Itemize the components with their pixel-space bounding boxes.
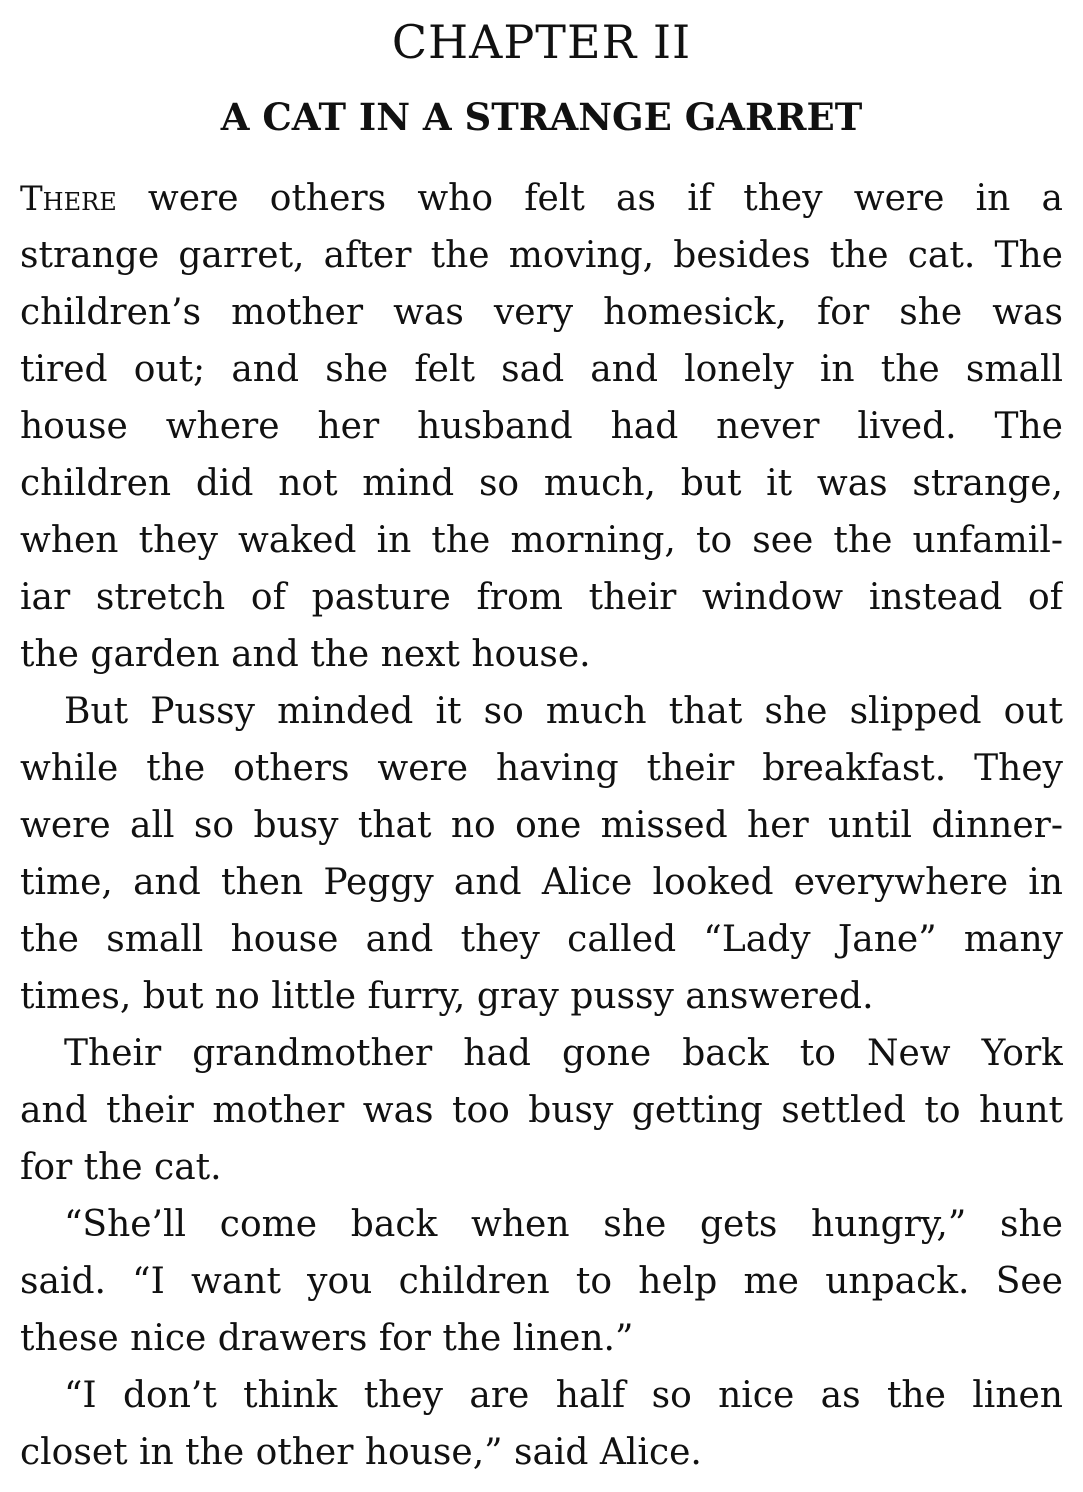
text-line xyxy=(20,740,1063,797)
text-line xyxy=(20,1253,1063,1310)
line-text: were all so busy that no one missed her until dinner- xyxy=(20,805,1063,846)
text-line xyxy=(20,455,1063,512)
line-text: Their grandmother had gone back to New York xyxy=(64,1033,1063,1074)
line-text: closet in the other house,” said Alice. xyxy=(20,1432,702,1473)
text-line xyxy=(20,170,1063,227)
text-line xyxy=(20,683,1063,740)
text-line xyxy=(20,854,1063,911)
line-text: the small house and they called “Lady Jane” many xyxy=(20,919,1063,960)
line-text: these nice drawers for the linen.” xyxy=(20,1318,634,1359)
line-text: iar stretch of pasture from their window instead of xyxy=(20,577,1063,618)
text-line xyxy=(20,1196,1063,1253)
line-text: were others who felt as if they were in a xyxy=(116,178,1063,219)
line-text: time, and then Peggy and Alice looked everywhere in xyxy=(20,862,1063,903)
text-line xyxy=(20,227,1063,284)
text-line xyxy=(20,1082,1063,1139)
line-text: said. “I want you children to help me unpack. See xyxy=(20,1261,1063,1302)
text-line xyxy=(20,1424,1063,1481)
text-line xyxy=(20,569,1063,626)
text-line xyxy=(20,341,1063,398)
text-line xyxy=(20,911,1063,968)
text-line xyxy=(20,1310,1063,1367)
line-text: for the cat. xyxy=(20,1147,222,1188)
chapter-body xyxy=(20,170,1063,1481)
text-line xyxy=(20,1139,1063,1196)
line-text: and their mother was too busy getting settled to hunt xyxy=(20,1090,1063,1131)
text-line xyxy=(20,1367,1063,1424)
chapter-title: A CAT IN A STRANGE GARRET xyxy=(220,95,863,139)
text-line xyxy=(20,626,1063,683)
line-text: when they waked in the morning, to see the unfamil- xyxy=(20,520,1063,561)
line-text: house where her husband had never lived. The xyxy=(20,406,1063,447)
line-text: strange garret, after the moving, besides the cat. The xyxy=(20,235,1063,276)
line-text: “I don’t think they are half so nice as the linen xyxy=(64,1375,1063,1416)
line-text: “She’ll come back when she gets hungry,” she xyxy=(64,1204,1063,1245)
line-text: the garden and the next house. xyxy=(20,634,591,675)
text-line xyxy=(20,1025,1063,1082)
line-text: tired out; and she felt sad and lonely in the small xyxy=(20,349,1063,390)
line-text: times, but no little furry, gray pussy answered. xyxy=(20,976,874,1017)
line-text: children did not mind so much, but it was strange, xyxy=(20,463,1063,504)
text-line xyxy=(20,797,1063,854)
drop-lead-word: There xyxy=(20,179,117,219)
text-line xyxy=(20,968,1063,1025)
text-line xyxy=(20,512,1063,569)
line-text: children’s mother was very homesick, for she was xyxy=(20,292,1063,333)
text-line xyxy=(20,398,1063,455)
chapter-number: CHAPTER II xyxy=(391,15,692,69)
line-text: while the others were having their breakfast. They xyxy=(20,748,1063,789)
line-text: But Pussy minded it so much that she slipped out xyxy=(64,691,1063,732)
text-line xyxy=(20,284,1063,341)
